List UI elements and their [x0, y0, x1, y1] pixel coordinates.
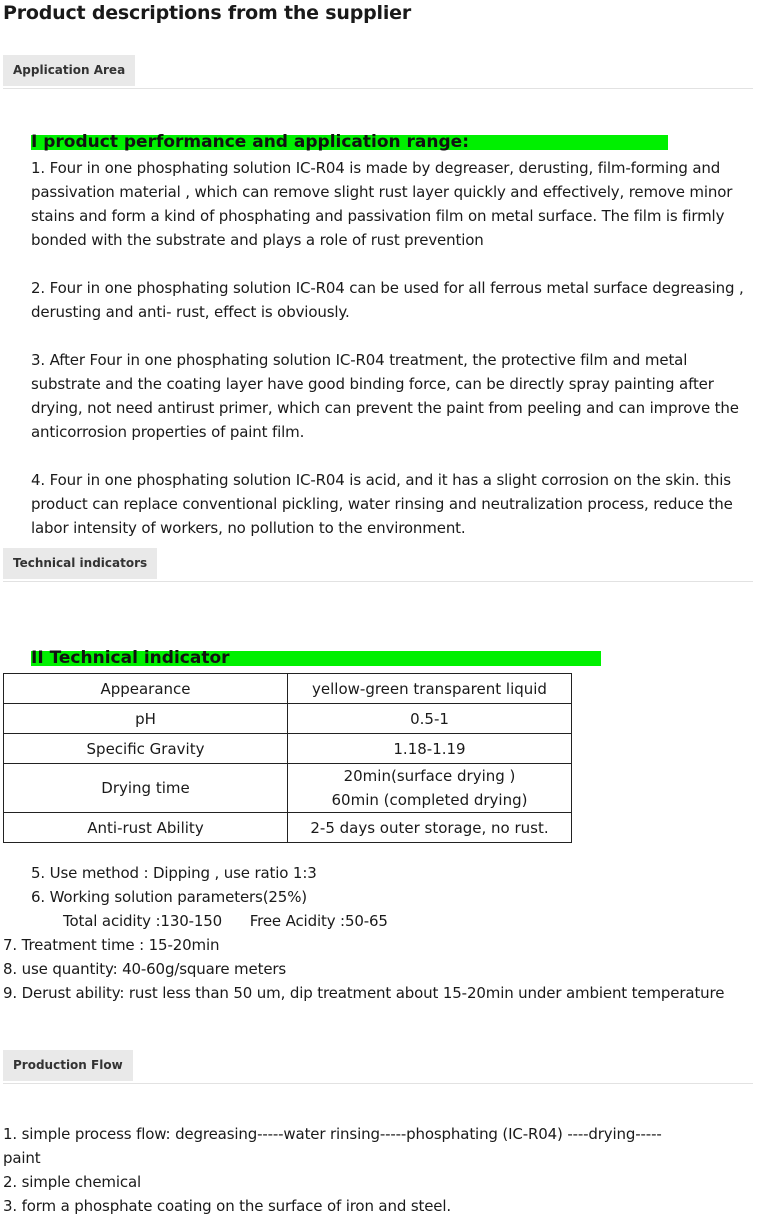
use-method: 5. Use method : Dipping , use ratio 1:3 — [31, 864, 317, 882]
table-cell-label: Anti-rust Ability — [4, 813, 288, 843]
simple-chemical: 2. simple chemical — [3, 1173, 142, 1191]
section-heading-performance: I product performance and application range: — [31, 135, 668, 150]
table-cell-label: Specific Gravity — [4, 734, 288, 764]
section-heading-technical: II Technical indicator — [31, 651, 601, 666]
divider — [3, 1083, 753, 1084]
paragraph-2: 2. Four in one phosphating solution IC-R04 can be used for all ferrous metal surface degreasing , derusting and anti- rust, effect is obviously. — [31, 279, 744, 321]
page-title: Product descriptions from the supplier — [3, 2, 412, 24]
tab-production-flow[interactable]: Production Flow — [3, 1050, 133, 1081]
table-cell-value: 2-5 days outer storage, no rust. — [288, 813, 572, 843]
working-solution-params: 6. Working solution parameters(25%) — [31, 888, 307, 906]
table-cell-value — [288, 764, 572, 813]
table-row — [4, 674, 572, 704]
paragraph-4: 4. Four in one phosphating solution IC-R04 is acid, and it has a slight corrosion on the skin. this product can replace conventional pickling, water rinsing and neutralization process, reduce the labor intensity of workers, no pollution to the environment. — [31, 471, 733, 537]
divider — [3, 88, 753, 89]
divider — [3, 581, 753, 582]
drying-surface: 20min(surface drying ) — [343, 767, 516, 785]
table-cell-value: yellow-green transparent liquid — [288, 674, 572, 704]
treatment-time: 7. Treatment time : 15-20min — [3, 936, 220, 954]
use-quantity: 8. use quantity: 40-60g/square meters — [3, 960, 287, 978]
table-cell-value: 1.18-1.19 — [288, 734, 572, 764]
paragraph-1: 1. Four in one phosphating solution IC-R04 is made by degreaser, derusting, film-forming and passivation material , which can remove slight rust layer quickly and effectively, remove minor stains and form a kind of phosphating and passivation film on metal surface. The film is firmly bonded with the substrate and plays a role of rust prevention — [31, 159, 733, 249]
table-cell-value: 0.5-1 — [288, 704, 572, 734]
table-row — [4, 813, 572, 843]
table-cell-label: pH — [4, 704, 288, 734]
table-row — [4, 764, 572, 813]
technical-indicator-table — [3, 673, 572, 843]
derust-ability: 9. Derust ability: rust less than 50 um, dip treatment about 15-20min under ambient temperature — [3, 984, 725, 1002]
tab-application-area[interactable]: Application Area — [3, 55, 135, 86]
process-flow-continued: paint — [3, 1149, 41, 1167]
process-flow: 1. simple process flow: degreasing-----water rinsing-----phosphating (IC-R04) ----drying----- — [3, 1125, 662, 1143]
paragraph-3: 3. After Four in one phosphating solution IC-R04 treatment, the protective film and metal substrate and the coating layer have good binding force, can be directly spray painting after drying, not need antirust primer, which can prevent the paint from peeling and can improve the anticorrosion properties of paint film. — [31, 351, 739, 441]
phosphate-coating: 3. form a phosphate coating on the surface of iron and steel. — [3, 1197, 452, 1215]
table-cell-label: Drying time — [4, 764, 288, 813]
table-row — [4, 704, 572, 734]
table-row — [4, 734, 572, 764]
drying-complete: 60min (completed drying) — [331, 791, 528, 809]
tab-technical-indicators[interactable]: Technical indicators — [3, 548, 157, 579]
acidity-values: Total acidity :130-150 Free Acidity :50-65 — [63, 912, 388, 930]
table-cell-label: Appearance — [4, 674, 288, 704]
